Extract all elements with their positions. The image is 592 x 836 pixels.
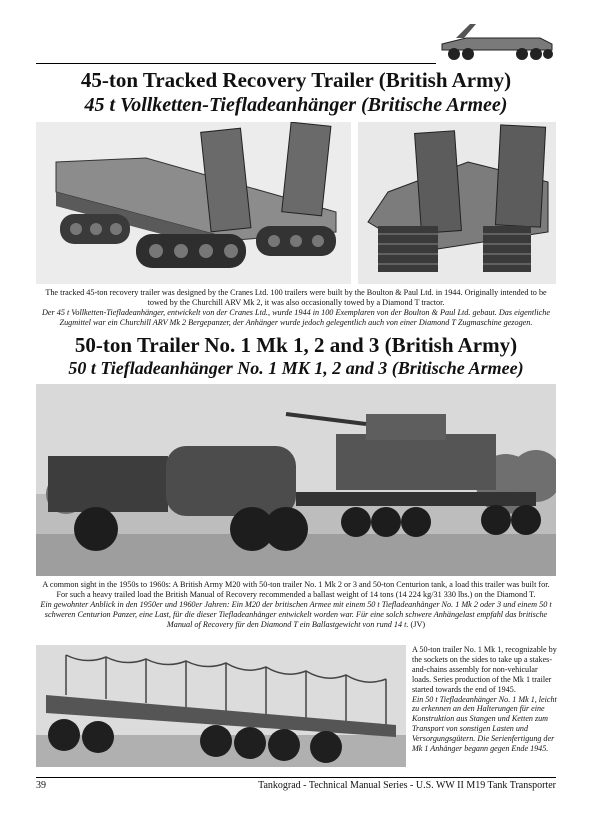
photo-m20-with-centurion [36, 384, 556, 576]
section1-caption [36, 288, 556, 328]
side-caption-en: A 50-ton trailer No. 1 Mk 1, recognizable by the sockets on the sides to take up a stakes-and-chains assembly for non-vehicular loads. Series production of the Mk 1 trailer started towards the end of 1945. [412, 645, 557, 694]
section2-caption-en: A common sight in the 1950s to 1960s: A British Army M20 with 50-ton trailer No. 1 Mk 2 or 3 and 50-ton Centurion tank, a load this trailer was built for. For such a heavy trailed load the British Manual of Recovery recommended a ballast weight of 14 tons (14 224 kg/31 330 lbs.) on the Diamond T. [42, 580, 550, 599]
section1-title-en: 45-ton Tracked Recovery Trailer (British Army) [80, 68, 512, 92]
section2-title-de: 50 t Tiefladeanhänger No. 1 MK 1, 2 and 3 (Britische Armee) [68, 358, 524, 378]
header-trailer-illustration [436, 14, 556, 66]
header-rule [36, 63, 436, 64]
footer-rule [36, 777, 556, 778]
section2-caption-credit: (JV) [410, 620, 426, 629]
section2-title-en: 50-ton Trailer No. 1 Mk 1, 2 and 3 (British Army) [74, 333, 518, 357]
section1-title-de: 45 t Vollketten-Tiefladeanhänger (Britische Armee) [84, 94, 508, 116]
section1-caption-de: Der 45 t Vollketten-Tiefladeanhänger, entwickelt von der Cranes Ltd., wurde 1944 in 100 Exemplaren von der Boulton & Paul Ltd. gebaut. Das eigentliche Zugmittel war ein Churchill ARV Mk 2 Bergepanzer, der Anhänger wurde jedoch gelegentlich auch von einer Diamond T Zugmaschine gezogen. [41, 308, 551, 327]
photo-tracked-trailer-side [36, 122, 351, 284]
page-number: 39 [36, 780, 46, 791]
photo-50-ton-trailer-mk1 [36, 645, 406, 767]
side-caption [412, 645, 558, 754]
section2-caption-de: Ein gewohnter Anblick in den 1950er und 1960er Jahren: Ein M20 der britischen Armee mit einem 50 t Tiefladeanhänger No. 1 Mk 2 oder 3 und einem 50 t schweren Centurion Panzer, eine Last, für die dieser Tiefladeanhänger entwickelt worden war. Für eine solch schwere Anhängelast empfahl das britische Manual of Recovery für den Diamond T ein Ballastgewicht von rund 14 t. [40, 600, 552, 629]
side-caption-de: Ein 50 t Tiefladeanhänger No. 1 Mk 1, leicht zu erkennen an den Halterungen für eine Konstruktion aus Stangen und Ketten zum Transport von sonstigen Lasten und Versorgungsgütern. Die Serienfertigung der Mk 1 Anhänger begann gegen Ende 1945. [412, 694, 557, 754]
section1-caption-en: The tracked 45-ton recovery trailer was designed by the Cranes Ltd. 100 trailers were built by the Boulton & Paul Ltd. in 1944. Originally intended to be towed by the Churchill ARV Mk 2, it was also occasionally towed by a Diamond T tractor. [45, 288, 547, 307]
footer-series-text: Tankograd - Technical Manual Series - U.S. WW II M19 Tank Transporter [258, 780, 556, 791]
section2-caption [36, 580, 556, 630]
photo-tracked-trailer-rear [358, 122, 556, 284]
